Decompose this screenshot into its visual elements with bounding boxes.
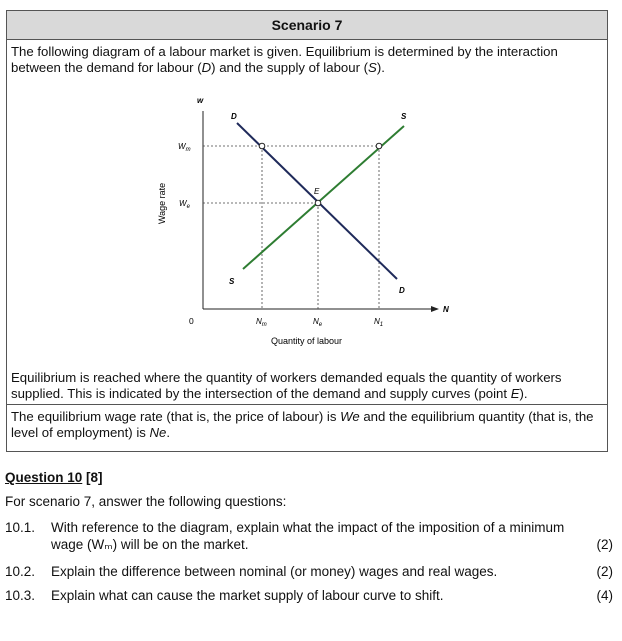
x-axis-arrow: [431, 306, 439, 312]
scenario-box: [6, 10, 608, 452]
question-item-10-1: [5, 519, 613, 559]
text-run: The equilibrium wage rate (that is, the price of labour) is: [11, 409, 341, 424]
text-run: ) and the supply of labour (: [211, 60, 369, 75]
x-axis-title: Quantity of labour: [271, 336, 343, 346]
question-number: 10.1.: [5, 520, 36, 535]
origin-label: 0: [189, 316, 194, 326]
supply-label-top: S: [401, 112, 407, 121]
n1-label: $N_1$: [374, 317, 384, 328]
question-text: Explain what can cause the market supply of labour curve to shift.: [51, 588, 444, 603]
ne-label: $N_e$: [313, 317, 323, 328]
paragraph-divider: [7, 404, 607, 405]
text-run: The following diagram of a labour market is given. Equilibrium is determined by the interaction between the demand for labour (: [11, 44, 558, 75]
supply-label-bottom: S: [229, 277, 235, 286]
demand-label-bottom: D: [399, 286, 405, 295]
text-run: ).: [519, 386, 528, 401]
question-text: With reference to the diagram, explain what the impact of the imposition of a minimum wage (Wₘ) will be on the market.: [51, 520, 565, 552]
question-number: 10.2.: [5, 564, 36, 579]
wm-label: $W_m$: [178, 142, 191, 153]
text-run: .: [166, 425, 171, 440]
text-run: S: [368, 60, 377, 75]
demand-label-top: D: [231, 112, 237, 121]
text-run: and the equilibrium quantity (that is, the level of employment) is: [11, 409, 594, 440]
question-intro: For scenario 7, answer the following questions:: [5, 494, 287, 509]
text-run: D: [201, 60, 212, 75]
we-label: $W_e$: [179, 199, 190, 210]
question-item-10-2: [5, 563, 613, 583]
question-item-10-3: [5, 587, 613, 607]
y-axis-title: Wage rate: [157, 182, 167, 224]
y-axis-symbol: w: [197, 96, 204, 105]
question-text: Explain the difference between nominal (or money) wages and real wages.: [51, 564, 498, 579]
text-run: We: [340, 409, 360, 424]
question-marks: (2): [596, 537, 613, 552]
point-e-label: E: [314, 187, 320, 196]
wage-paragraph: [11, 409, 605, 441]
question-marks: (4): [596, 588, 613, 603]
question-number: 10.3.: [5, 588, 36, 603]
text-run: Equilibrium is reached where the quantity of workers demanded equals the quantity of workers supplied. This is indicated by the intersection of the demand and supply curves (point: [11, 370, 562, 401]
nm-label: $N_m$: [256, 317, 267, 328]
x-axis-symbol: N: [443, 305, 449, 314]
text-run: ).: [376, 60, 385, 75]
point-nm-wm: [259, 143, 265, 149]
equilibrium-paragraph: [11, 370, 605, 402]
text-run: E: [510, 386, 520, 401]
point-e: [315, 200, 321, 206]
text-run: Ne: [149, 425, 167, 440]
question-title: Question 10 [8]: [5, 470, 103, 485]
labour-market-diagram: [7, 11, 607, 366]
point-n1-wm: [376, 143, 382, 149]
question-marks: (2): [596, 564, 613, 579]
scenario-title: Scenario 7: [7, 11, 607, 40]
